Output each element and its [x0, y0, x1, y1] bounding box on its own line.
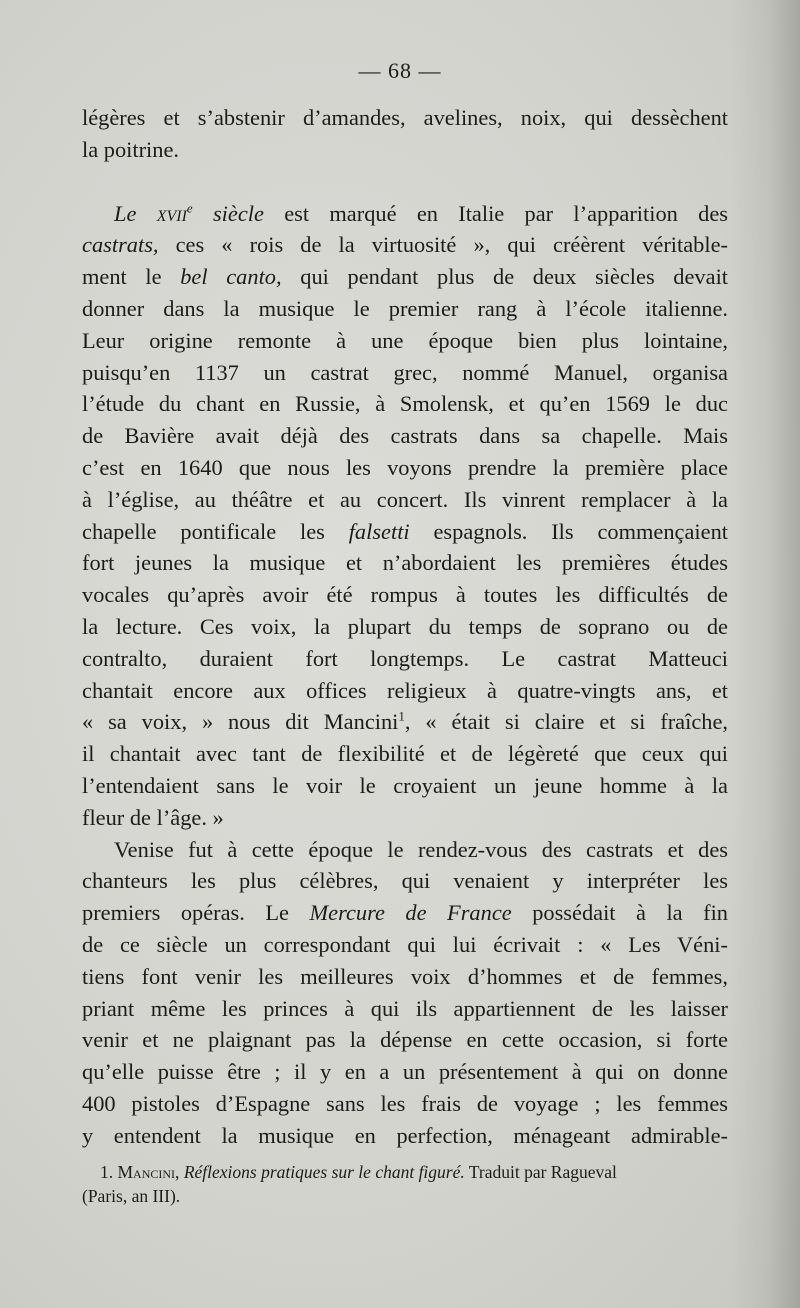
text-line: à l’église, au théâtre et au concert. Ils vinrent remplacer à la	[82, 486, 728, 512]
text-line: c’est en 1640 que nous les voyons prendre la première place	[82, 454, 728, 480]
text-line: la lecture. Ces voix, la plupart du temps de soprano ou de	[82, 613, 728, 639]
text-line: « sa voix, » nous dit Mancini$^1$, « était si claire et si fraîche,	[82, 708, 728, 735]
text-line: venir et ne plaignant pas la dépense en cette occasion, si forte	[82, 1027, 728, 1053]
text-line: contralto, duraient fort longtemps. Le castrat Matteuci	[82, 645, 728, 671]
text-line: Venise fut à cette époque le rendez-vous des castrats et des	[114, 836, 728, 862]
footnote-author: Mancini,	[117, 1162, 180, 1182]
paragraph-gap	[82, 166, 728, 198]
text-line: de Bavière avait déjà des castrats dans sa chapelle. Mais	[82, 423, 728, 449]
text-line: fleur de l’âge. »	[82, 804, 224, 830]
text-line: Le xvii$^e$ siècle est marqué en Italie par l’apparition des	[114, 200, 728, 226]
text-line: chanteurs les plus célèbres, qui venaient y interpréter les	[82, 868, 728, 894]
text-line: tiens font venir les meilleures voix d’hommes et de femmes,	[82, 963, 728, 989]
footnote	[82, 1160, 728, 1208]
text-line: il chantait avec tant de flexibilité et de légèreté que ceux qui	[82, 741, 728, 767]
text-line: l’entendaient sans le voir le croyaient un jeune homme à la	[82, 772, 728, 798]
text-line: l’étude du chant en Russie, à Smolensk, et qu’en 1569 le duc	[82, 391, 728, 417]
text-line: fort jeunes la musique et n’abordaient les premières études	[82, 550, 728, 576]
footnote-ref: 1	[398, 708, 405, 724]
text-line: chapelle pontificale les falsetti espagnols. Ils commençaient	[82, 518, 728, 544]
footnote-line: 1. Mancini, Réflexions pratiques sur le chant figuré. Traduit par Ragueval	[100, 1162, 617, 1182]
text-line: de ce siècle un correspondant qui lui écrivait : « Les Véni-	[82, 931, 728, 957]
text-line: donner dans la musique le premier rang à l’école italienne.	[82, 295, 728, 321]
page-number: — 68 —	[358, 58, 442, 83]
text-line: Leur origine remonte à une époque bien plus lointaine,	[82, 327, 728, 353]
text-line: la poitrine.	[82, 136, 179, 162]
page-edge-shadow	[730, 0, 800, 1308]
text-line: ment le bel canto, qui pendant plus de deux siècles devait	[82, 264, 729, 290]
text-line: premiers opéras. Le Mercure de France possédait à la fin	[82, 900, 728, 926]
text-line: chantait encore aux offices religieux à quatre-vingts ans, et	[82, 677, 728, 703]
text-line: puisqu’en 1137 un castrat grec, nommé Manuel, organisa	[82, 359, 728, 385]
text-line: castrats, ces « rois de la virtuosité », qui créèrent véritable-	[82, 232, 728, 258]
footnote-title: Réflexions pratiques sur le chant figuré.	[183, 1162, 465, 1182]
footnote-number: 1.	[100, 1162, 114, 1182]
text-line: 400 pistoles d’Espagne sans les frais de voyage ; les femmes	[82, 1090, 728, 1116]
body-text	[82, 102, 728, 1152]
text-line: légères et s’abstenir d’amandes, avelines, noix, qui dessèchent	[82, 105, 728, 130]
footnote-line: (Paris, an III).	[82, 1186, 181, 1206]
text-line: y entendent la musique en perfection, ménageant admirable-	[82, 1122, 728, 1148]
text-line: qu’elle puisse être ; il y en a un présentement à qui on donne	[82, 1059, 728, 1085]
text-line: vocales qu’après avoir été rompus à toutes les difficultés de	[82, 582, 728, 608]
text-line: priant même les princes à qui ils appartiennent de les laisser	[82, 995, 728, 1021]
